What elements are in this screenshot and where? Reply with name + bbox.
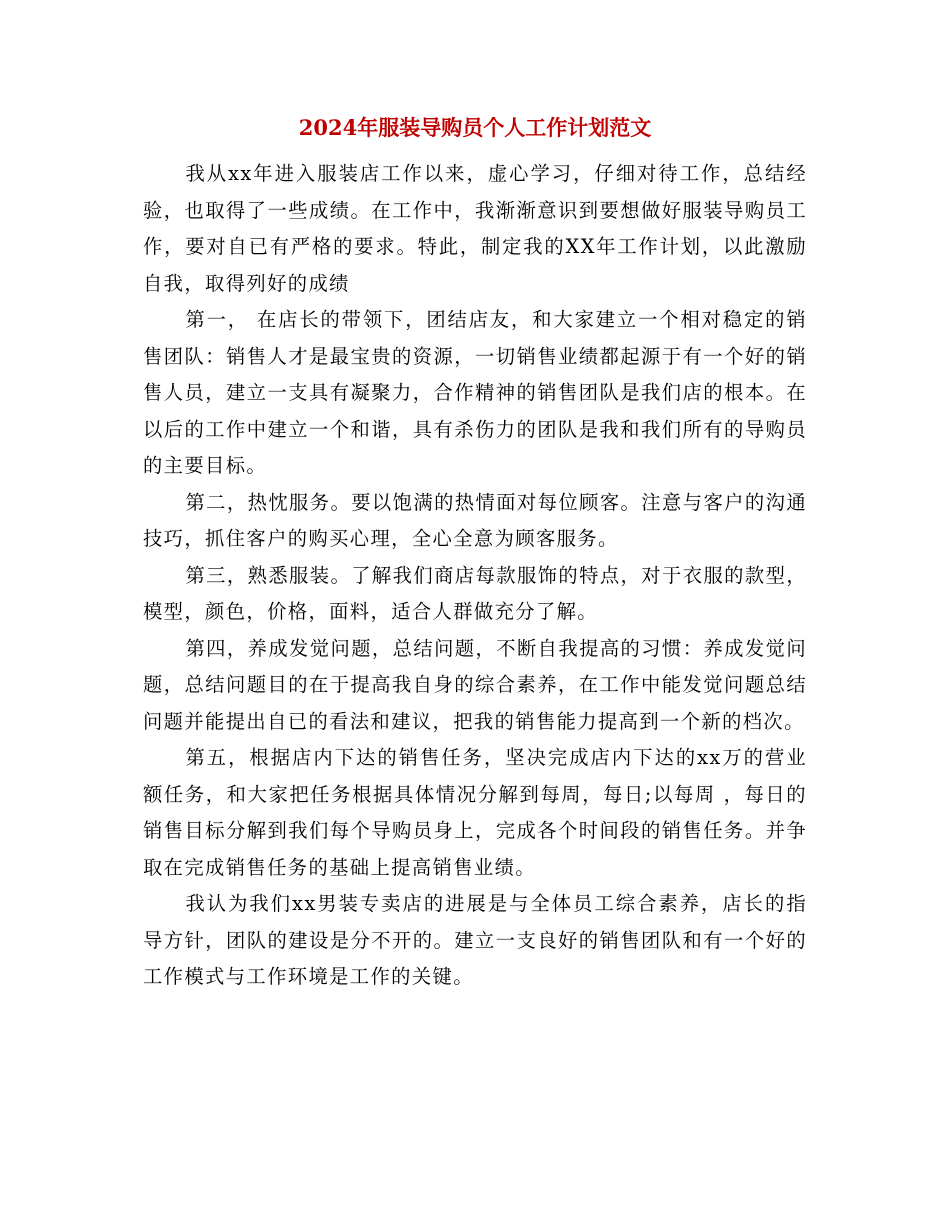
paragraph-first: 第一， 在店长的带领下，团结店友，和大家建立一个相对稳定的销售团队：销售人才是最宝贵的资源，一切销售业绩都起源于有一个好的销售人员，建立一支具有凝聚力，合作精神的销售团队是我们店的根本。在以后的工作中建立一个和谐，具有杀伤力的团队是我和我们所有的导购员的主要目标。 bbox=[143, 308, 807, 477]
paragraph-conclusion: 我认为我们xx男装专卖店的进展是与全体员工综合素养，店长的指导方针，团队的建设是分不开的。建立一支良好的销售团队和有一个好的工作模式与工作环境是工作的关键。 bbox=[143, 892, 807, 988]
paragraph-second: 第二，热忱服务。要以饱满的热情面对每位顾客。注意与客户的沟通技巧，抓住客户的购买心理，全心全意为顾客服务。 bbox=[143, 490, 807, 550]
paragraph-third: 第三，熟悉服装。了解我们商店每款服饰的特点，对于衣服的款型，模型，颜色，价格，面料，适合人群做充分了解。 bbox=[143, 563, 807, 623]
paragraph-intro: 我从xx年进入服装店工作以来，虚心学习，仔细对待工作，总结经验，也取得了一些成绩。在工作中，我渐渐意识到要想做好服装导购员工作，要对自已有严格的要求。特此，制定我的XX年工作计划，以此激励自我，取得列好的成绩 bbox=[143, 162, 807, 295]
paragraph-fourth: 第四，养成发觉问题，总结问题，不断自我提高的习惯：养成发觉问题，总结问题目的在于提高我自身的综合素养，在工作中能发觉问题总结问题并能提出自已的看法和建议，把我的销售能力提高到一个新的档次。 bbox=[143, 636, 807, 733]
document-title: 2024年服装导购员个人工作计划范文 bbox=[298, 115, 652, 140]
paragraph-fifth: 第五，根据店内下达的销售任务，坚决完成店内下达的xx万的营业额任务，和大家把任务根据具体情况分解到每周，每日;以每周 ，每日的销售目标分解到我们每个导购员身上，完成各个时间段的销售任务。并争取在完成销售任务的基础上提高销售业绩。 bbox=[143, 746, 807, 879]
document-body bbox=[143, 156, 807, 996]
